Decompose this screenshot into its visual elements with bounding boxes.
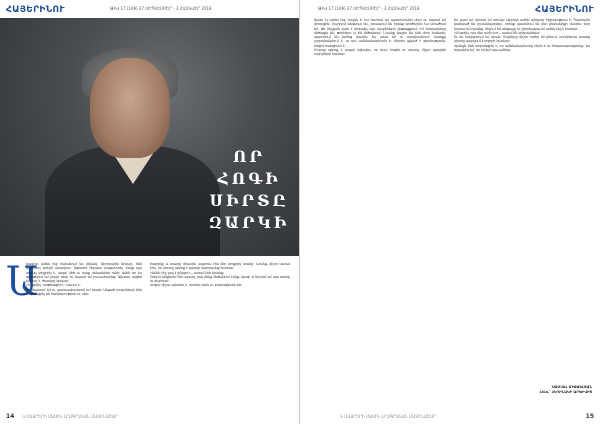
page-footer: Կ ՄԱՅՐԵՐԻ ՄԱՍԻՆ ԼՐԱԳՐԱԿԱՆ ՄԱՏԵՆԱՇԱՐ [340,414,436,419]
masthead-logo: ՀԱՅԵՐԻՆՈՒ [535,5,594,15]
headline-line: ՍԻՐՏԸ [209,191,289,210]
photo-credit: Լուս.՝ ՀԵՂԻՆԱԿԻ ԱՐԽԻՎԻՑ [539,389,592,394]
issue-line: ԹԻՎ 17 (109) 27 ՍԵՊՏԵՄԲԵՐ - 3 ՀԱՍԿՎԵՐ 2018 [318,6,420,11]
body-column: ռավոտ ամեն ինչ ինձանում եմ մենակ: Գիշերային երկար, ինձ դանդաղ օրերի առավոտ: Չգիտեմ ինչպես բացատրել, բայց այս տունը փոքրիկ է, ապա մեծ ու տաք սենյակներ ունի: Ամեն օր ես զարթնում եմ լույսի հետ ու նայում եմ լուսամուտից: Այնտեղ այգին կանաչ է, ծառերը երկար: «Մայրիկ, արթնացիր»,- ասում է: Ես ժպտում եմ ու պատասխանում եմ նրան: Անցած տարիներն ինձ սովորեցրել են համբերություն ու սեր: [26,262,142,296]
page-footer: Կ ՄԱՅՐԵՐԻ ՄԱՍԻՆ ԼՐԱԳՐԱԿԱՆ ՄԱՏԵՆԱՇԱՐ [22,414,118,419]
body-column: Այսօր էլ ամեն ինչ նույնն է: Ես նստում եմ պատուհանի մոտ ու նայում եմ փողոցին: Մարդիկ անցնում են, շտապում են իրենց գործերին: Ես մտածում եմ, թե ինչքան բան է փոխվել այս տարիների ընթացքում: Իմ երեխաները մեծացել են, թոռներս էլ են մեծանում: Նրանք գալիս են ինձ մոտ հաճախ, պատմում են իրենց մասին: Ես լսում եմ ու ուրախանում: Կյանքը շարունակվում է, ու դա ամենակարևորն է: Սիրտս լցված է ջերմությամբ, հոգիս հանգիստ է: Մարդը պետք է ապրի այնպես, որ նրա հոգին ու սիրտը միշտ զարկեն ուրիշների համար: [314,18,446,56]
headline-line: ՈՐ [232,147,266,166]
body-column: Ես շատ եմ սիրում իմ տունը: Այստեղ ամեն անկյուն հիշողություն է: Պատերին կախված են լուսանկարներ, որոնք պատմում են մեր ընտանիքի մասին: Երբ նայում եմ դրանց, հիշում եմ անցյալը ու շնորհակալ եմ ամեն ինչի համար: «Մայրիկ, դու մեր ուժն ես»,- ասում են երեխաներս: Ու ես հավատում եմ դրան: Մայրերը միշտ ուժեղ են լինում, որովհետև նրանց սիրտը զարկում է բոլորի համար: Կյանքն ինձ սովորեցրել է, որ ամենակարևորը սերն է ու հոգատարությունը: Ես երջանիկ եմ, որ ունեմ այս ամենը: [454,18,590,52]
portrait-photo [0,18,299,256]
drop-cap: Ա [6,259,39,305]
portrait-face [90,58,170,158]
article-headline [204,146,294,234]
issue-line: ԹԻՎ 17 (109) 27 ՍԵՊՏԵՄԲԵՐ - 3 ՀԱՍԿՎԵՐ 2018 [110,6,212,11]
author-signature [540,385,592,394]
headline-line: ՀՈԳԻ [217,169,281,188]
page-number: 15 [585,413,594,420]
masthead-logo: ՀԱՅԵՐԻՆՈՒ [6,5,65,15]
headline-line: ԶԱՐԿԻ [208,213,290,232]
page-number: 14 [6,413,15,420]
body-column: հայրիկը և տատը միասին ապրում էին մեր փոքրիկ տանը: Նրանք միշտ ասում էին, որ սիրտը պետք է զարկի մարդկանց համար: «Ամեն ինչ լավ է լինելու»,- ասում էին նրանք: Օրերն անցնում էին արագ, իսկ մենք մեծանում էինք: Այսօր էլ հիշում եմ այդ օրերը ու ժպտում: Հոգիս միշտ այնտեղ է, որտեղ սերն ու բարությունն են: [150,262,290,288]
author-name: ՍԱՄՎԵԼ ՄԻՔԱԵԼՅԱՆ [551,385,592,389]
right-page [300,0,600,424]
